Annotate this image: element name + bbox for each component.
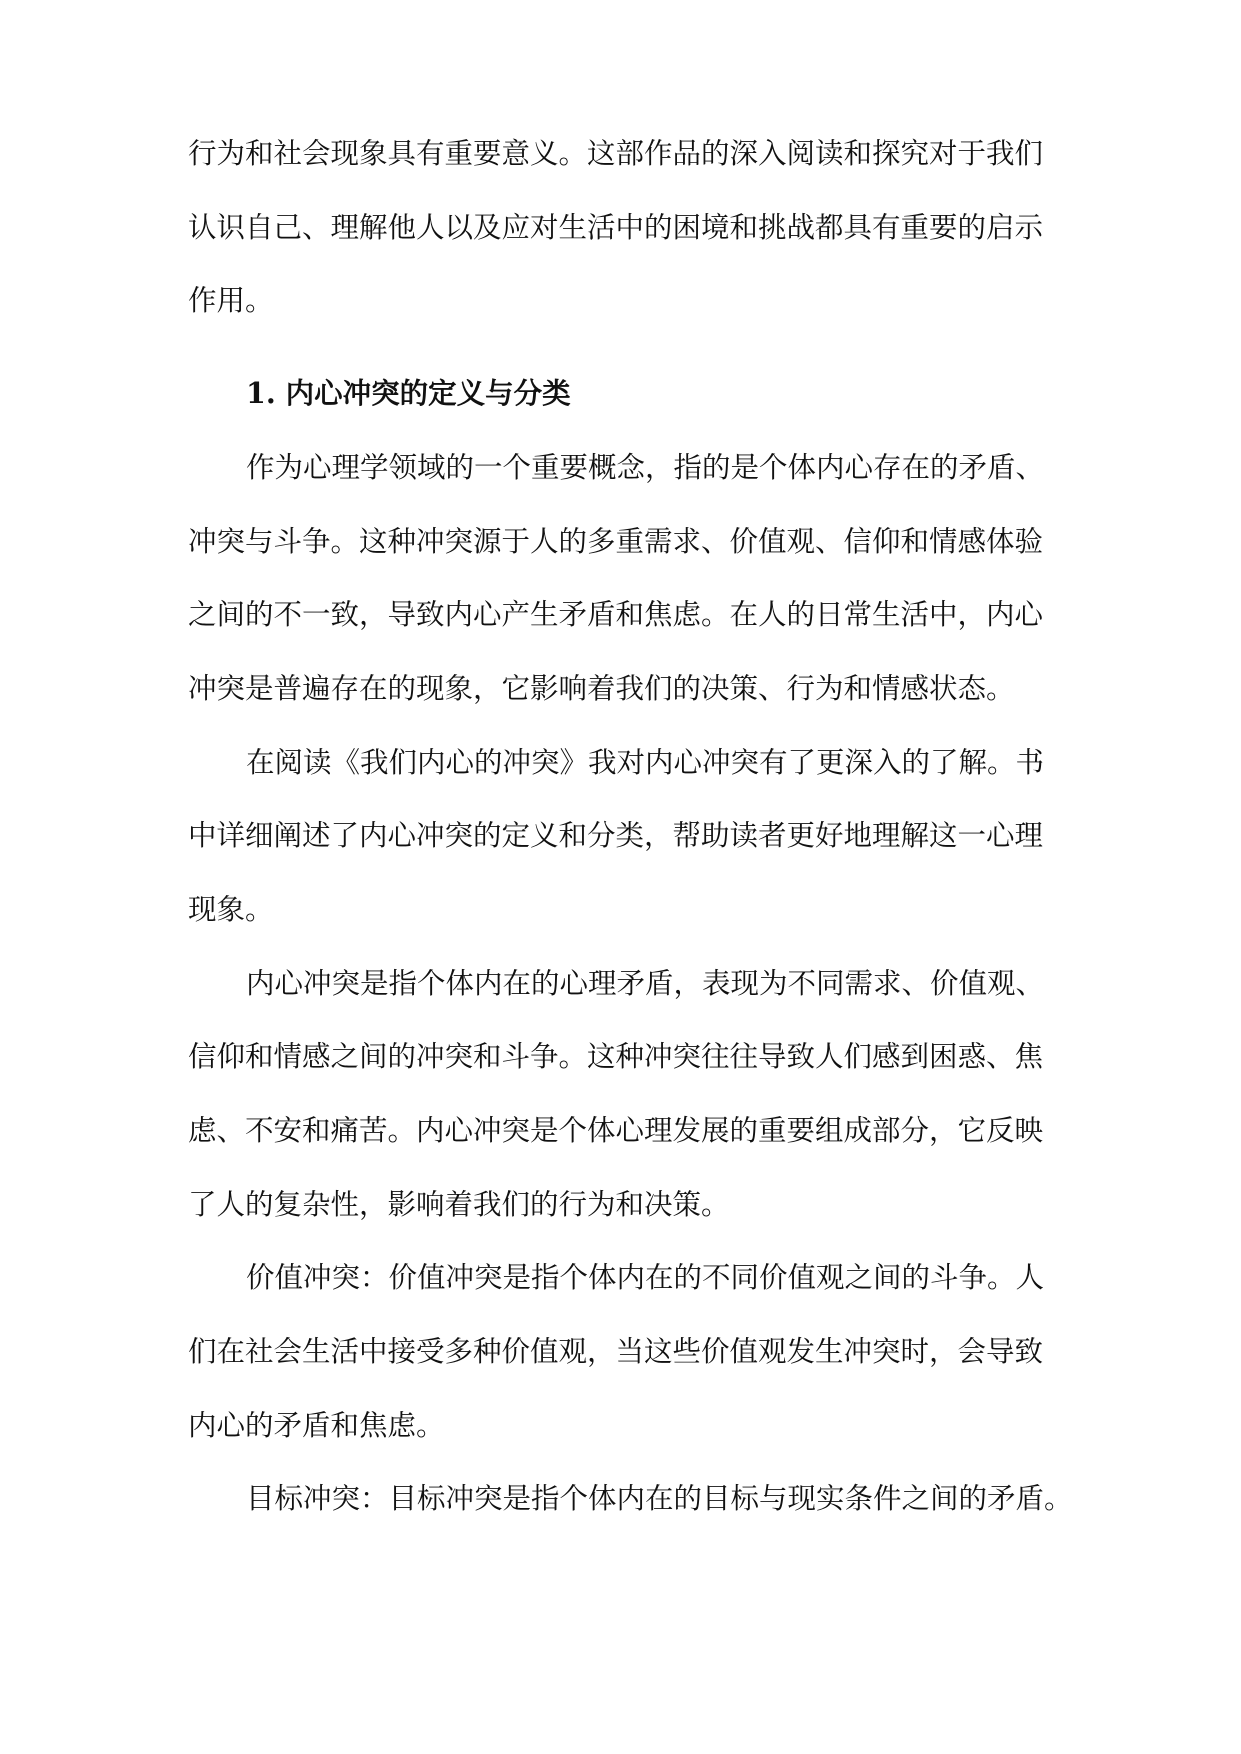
paragraph-line: 目标冲突：目标冲突是指个体内在的目标与现实条件之间的矛盾。 bbox=[246, 1482, 1073, 1515]
paragraph-line: 中详细阐述了内心冲突的定义和分类，帮助读者更好地理解这一心理 bbox=[188, 819, 1044, 852]
paragraph-line: 行为和社会现象具有重要意义。这部作品的深入阅读和探究对于我们 bbox=[188, 137, 1044, 170]
paragraph-line: 冲突是普遍存在的现象，它影响着我们的决策、行为和情感状态。 bbox=[188, 672, 1015, 705]
paragraph-line: 作用。 bbox=[188, 284, 274, 317]
paragraph-line: 了人的复杂性，影响着我们的行为和决策。 bbox=[188, 1188, 730, 1221]
paragraph-line: 在阅读《我们内心的冲突》我对内心冲突有了更深入的了解。书 bbox=[246, 746, 1045, 779]
paragraph-line: 价值冲突：价值冲突是指个体内在的不同价值观之间的斗争。人 bbox=[246, 1261, 1045, 1294]
paragraph-line: 之间的不一致，导致内心产生矛盾和焦虑。在人的日常生活中，内心 bbox=[188, 598, 1044, 631]
paragraph-line: 们在社会生活中接受多种价值观，当这些价值观发生冲突时，会导致 bbox=[188, 1335, 1044, 1368]
paragraph-line: 现象。 bbox=[188, 893, 274, 926]
paragraph-line: 冲突与斗争。这种冲突源于人的多重需求、价值观、信仰和情感体验 bbox=[188, 525, 1044, 558]
paragraph-line: 作为心理学领域的一个重要概念，指的是个体内心存在的矛盾、 bbox=[246, 451, 1045, 484]
paragraph-line: 认识自己、理解他人以及应对生活中的困境和挑战都具有重要的启示 bbox=[188, 211, 1044, 244]
paragraph-line: 信仰和情感之间的冲突和斗争。这种冲突往往导致人们感到困惑、焦 bbox=[188, 1040, 1044, 1073]
paragraph-line: 内心的矛盾和焦虑。 bbox=[188, 1409, 445, 1442]
paragraph-line: 内心冲突是指个体内在的心理矛盾，表现为不同需求、价值观、 bbox=[246, 967, 1045, 1000]
section-heading: 1. 内心冲突的定义与分类 bbox=[246, 376, 571, 410]
paragraph-line: 虑、不安和痛苦。内心冲突是个体心理发展的重要组成部分，它反映 bbox=[188, 1114, 1044, 1147]
